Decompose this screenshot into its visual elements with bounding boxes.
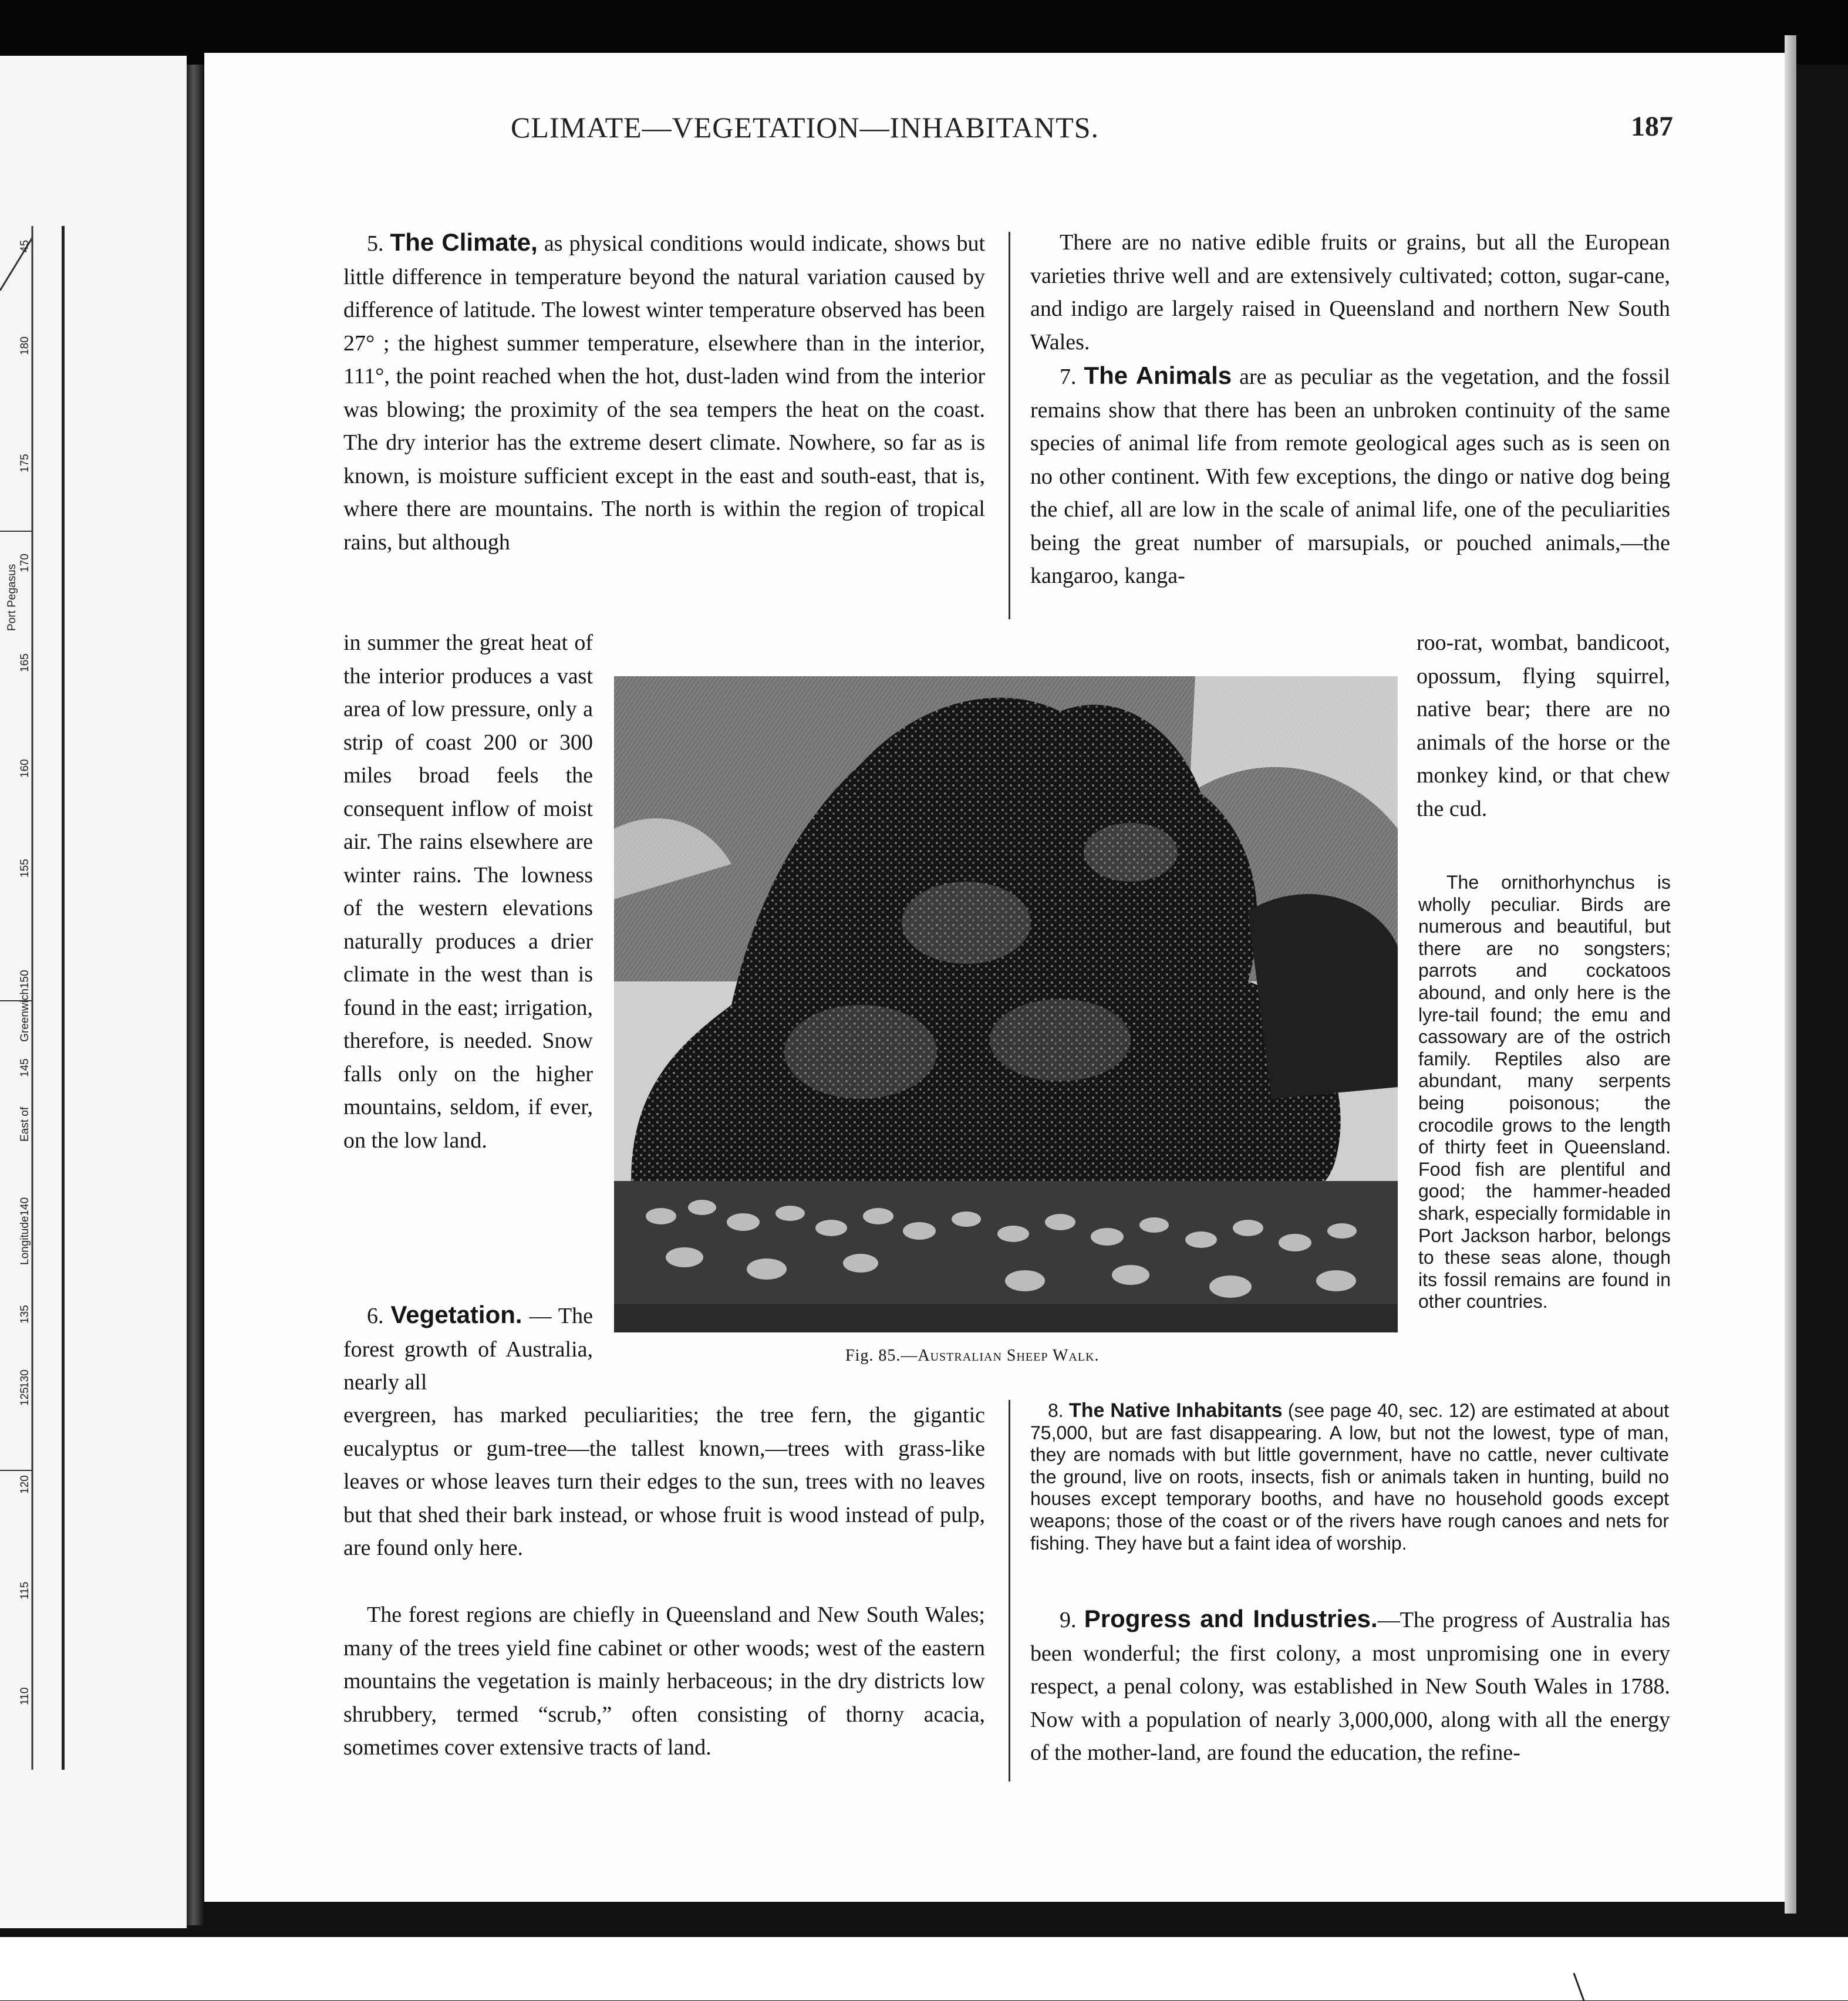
map-label: 180 — [19, 336, 31, 355]
section-5-climate-cont: in summer the great heat of the interior produces a vast area of low pressure, only a strip of coast 200 or 300 miles broad feels the consequent inflow of moist air. The rains elsewhere are winter rains. The lowness of the western elevations naturally produces a drier climate in the west than is found in the east; irrigation, therefore, is needed. Snow falls only on the higher mountains, seldom, if ever, on the low land. — [343, 630, 593, 1153]
engraving-illustration — [614, 676, 1398, 1332]
map-label: 145 — [19, 1058, 31, 1077]
map-label: 175 — [19, 454, 31, 473]
figure-label: Fig. 85. — [845, 1347, 901, 1365]
heading-dash: — — [522, 1304, 552, 1328]
figure-title: —Australian Sheep Walk. — [901, 1347, 1100, 1365]
map-label: 135 — [19, 1305, 31, 1324]
section-number: 9. — [1060, 1608, 1077, 1632]
map-label: East of — [19, 1106, 31, 1142]
map-label: 160 — [19, 759, 31, 778]
map-label: 45 — [19, 239, 31, 252]
map-label: 125 — [19, 1387, 31, 1406]
column-rule — [1009, 1605, 1010, 1781]
map-label: 120 — [19, 1475, 31, 1494]
page-number: 187 — [1631, 111, 1673, 142]
section-6-vegetation-cont: evergreen, has marked peculiarities; the tree fern, the gigantic eucalyptus or gum-tree—the tallest known,—trees with grass-like leaves or whose leaves turn their edges to the sun, trees with no leaves but that shed their bark instead, or whose fruit is wood instead of pulp, are found only here. — [343, 1403, 985, 1560]
paragraph: The forest growth of Australia, nearly all — [343, 1304, 593, 1395]
section-8-native-inhabitants — [1030, 1400, 1669, 1554]
paragraph: (see page 40, sec. 12) are estimated at about 75,000, but are fast disappearing. A low, but not the lowest, type of man, they are nomads with but little government, have no cattle, never cultivate the ground, live on roots, insects, fish or animals taken in hunting, build no houses except temporary booths, and have no household goods except weapons; those of the coast or of the rivers have rough canoes and nets for fishing. They have but a faint idea of worship. — [1030, 1400, 1669, 1554]
section-number: 8. — [1048, 1400, 1064, 1421]
map-edge — [0, 226, 65, 1770]
section-6-vegetation — [343, 1298, 593, 1399]
section-heading: Vegetation. — [390, 1301, 522, 1328]
map-label: 170 — [19, 554, 31, 572]
section-heading: The Animals — [1084, 362, 1232, 389]
map-label: 165 — [19, 653, 31, 672]
column-rule — [1009, 232, 1010, 619]
map-label: 115 — [19, 1581, 31, 1600]
map-label: 110 — [19, 1687, 31, 1705]
map-label: 130 — [19, 1369, 31, 1388]
running-head: CLIMATE—VEGETATION—INHABITANTS. — [511, 111, 1100, 144]
section-heading: The Climate, — [390, 228, 538, 256]
paragraph: —The progress of Australia has been wonderful; the first colony, a most unpromising one in every respect, a penal colony, was established in New South Wales in 1788. Now with a population of nearly 3,000,000, along with all the energy of the mother-land, are found the education, the refine- — [1030, 1608, 1670, 1765]
map-label: Longitude140 — [19, 1197, 31, 1265]
section-5-climate — [343, 226, 985, 559]
book-gutter — [187, 65, 204, 1925]
scan-bottom-margin — [0, 1937, 1848, 2000]
section-number: 7. — [1060, 365, 1077, 389]
section-heading: Progress and Industries. — [1084, 1605, 1378, 1632]
paragraph: as physical conditions would indicate, shows but little difference in temperature beyond the natural variation caused by difference of latitude. The lowest winter temperature observed has been 27° ; the highest summer temperature, elsewhere than in the interior, 111°, the point reached when the hot, dust-laden wind from the interior was blowing; the proximity of the sea tempers the heat on the coast. The dry interior has the extreme desert climate. Nowhere, so far as is known, is moisture sufficient except in the east and south-east, that is, where there are mountains. The north is within the region of tropical rains, but although — [343, 231, 986, 555]
engraving-australian-sheep-walk — [614, 676, 1398, 1332]
map-label: Greenwich150 — [19, 970, 31, 1042]
section-7-animals — [1030, 359, 1670, 593]
right-column-intro: There are no native edible fruits or grains, but all the European varieties thrive well and are extensively cultivated; cotton, sugar-cane, and indigo are largely raised in Queensland and northern New South Wales. — [1030, 230, 1670, 355]
section-9-progress — [1030, 1602, 1670, 1770]
paragraph: are as peculiar as the vegetation, and the fossil remains show that there has been an unbroken continuity of the same species of animal life from remote geological ages such as is seen on no other continent. With few exceptions, the dingo or native dog being the chief, all are low in the scale of animal life, one of the peculiarities being the great number of marsupials, or pouched animals,—the kangaroo, kanga- — [1030, 365, 1671, 588]
section-heading: The Native Inhabitants — [1069, 1399, 1283, 1422]
page-edge — [1785, 35, 1796, 1914]
map-label: Port Pegasus — [6, 563, 18, 631]
map-label: 155 — [19, 859, 31, 878]
left-facing-page — [0, 56, 187, 1928]
section-7-paragraph-2: The ornithorhynchus is wholly peculiar. Birds are numerous and beautiful, but there are no songsters; parrots and cockatoos abound, and only here is the lyre-tail found; the emu and cassowary are of the ostrich family. Reptiles also are abundant, many serpents being poisonous; the crocodile grows to the length of thirty feet in Queensland. Food fish are plentiful and good; the hammer-headed shark, especially formidable in Port Jackson harbor, belongs to these seas alone, though its fossil remains are found in other countries. — [1418, 872, 1671, 1312]
section-6-paragraph-2: The forest regions are chiefly in Queensland and New South Wales; many of the trees yield fine cabinet or other woods; west of the eastern mountains the vegetation is mainly herbaceous; in the dry districts low shrubbery, termed “scrub,” often consisting of thorny acacia, sometimes cover extensive tracts of land. — [343, 1602, 985, 1760]
section-number: 5. — [367, 231, 384, 256]
figure-caption — [845, 1347, 1100, 1365]
section-number: 6. — [367, 1304, 384, 1328]
section-7-animals-cont: roo-rat, wombat, bandicoot, opossum, flying squirrel, native bear; there are no animals of the horse or the monkey kind, or that chew the cud. — [1417, 630, 1670, 821]
